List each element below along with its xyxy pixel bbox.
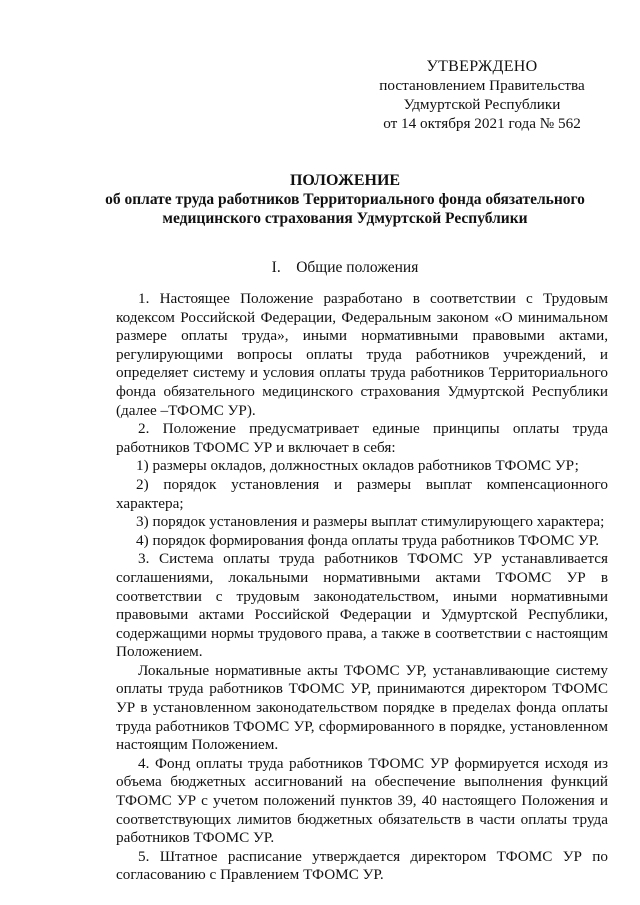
paragraph-3-local-acts: Локальные нормативные акты ТФОМС УР, устанавливающие систему оплаты труда работников ТФОМС УР, принимаются директором ТФОМС УР в установленном законодательством порядке в пределах фонда оплаты труда работников ТФОМС УР, сформированного в порядке, установленном настоящим Положением. (116, 661, 608, 754)
document-body (116, 290, 608, 885)
approval-line-1: постановлением Правительства (379, 77, 585, 94)
list-item-2: 2) порядок установления и размеры выплат компенсационного характера; (116, 475, 608, 512)
title-line-2: медицинского страхования Удмуртской Республики (162, 210, 528, 227)
list-item-3: 3) порядок установления и размеры выплат стимулирующего характера; (136, 513, 605, 531)
paragraph-3: 3. Система оплаты труда работников ТФОМС УР устанавливается соглашениями, локальными нормативными актами ТФОМС УР в соответствии с трудовым законодательством, иными нормативными правовыми актами Российской Федерации и Удмуртской Республики, содержащими нормы трудового права, а также в соответствии с настоящим Положением. (116, 550, 608, 661)
approval-heading: УТВЕРЖДЕНО (426, 58, 538, 75)
section-number: I. (271, 259, 281, 276)
paragraph-4: 4. Фонд оплаты труда работников ТФОМС УР формируется исходя из объема бюджетных ассигнований на обеспечение выполнения функций ТФОМС УР с учетом положений пунктов 39, 40 настоящего Положения и соответствующих лимитов бюджетных обязательств в части оплаты труда работников ТФОМС УР. (116, 754, 608, 847)
list-item-1: 1) размеры окладов, должностных окладов работников ТФОМС УР; (136, 457, 579, 475)
title-line-1: об оплате труда работников Территориального фонда обязательного (105, 191, 585, 208)
paragraph-2: 2. Положение предусматривает единые принципы оплаты труда работников ТФОМС УР и включает в себя: (116, 420, 608, 456)
paragraph-5: 5. Штатное расписание утверждается директором ТФОМС УР по согласованию с Правлением ТФОМС УР. (116, 847, 608, 884)
paragraph-1: 1. Настоящее Положение разработано в соответствии с Трудовым кодексом Российской Федерации, Федеральным законом «О минимальном размере оплаты труда», иными нормативными правовыми актами, регулирующими вопросы оплаты труда работников учреждений, и определяет систему и условия оплаты труда работников Территориального фонда обязательного медицинского страхования Удмуртской Республики (далее –ТФОМС УР). (116, 290, 608, 419)
title-main: ПОЛОЖЕНИЕ (289, 172, 401, 189)
section-heading (100, 258, 590, 278)
approval-line-2: Удмуртской Республики (403, 96, 561, 113)
section-title: Общие положения (296, 259, 419, 276)
list-item-4: 4) порядок формирования фонда оплаты труда работников ТФОМС УР. (136, 531, 600, 549)
document-title (100, 171, 590, 228)
approval-block (372, 57, 592, 133)
approval-line-3: от 14 октября 2021 года № 562 (383, 115, 581, 132)
